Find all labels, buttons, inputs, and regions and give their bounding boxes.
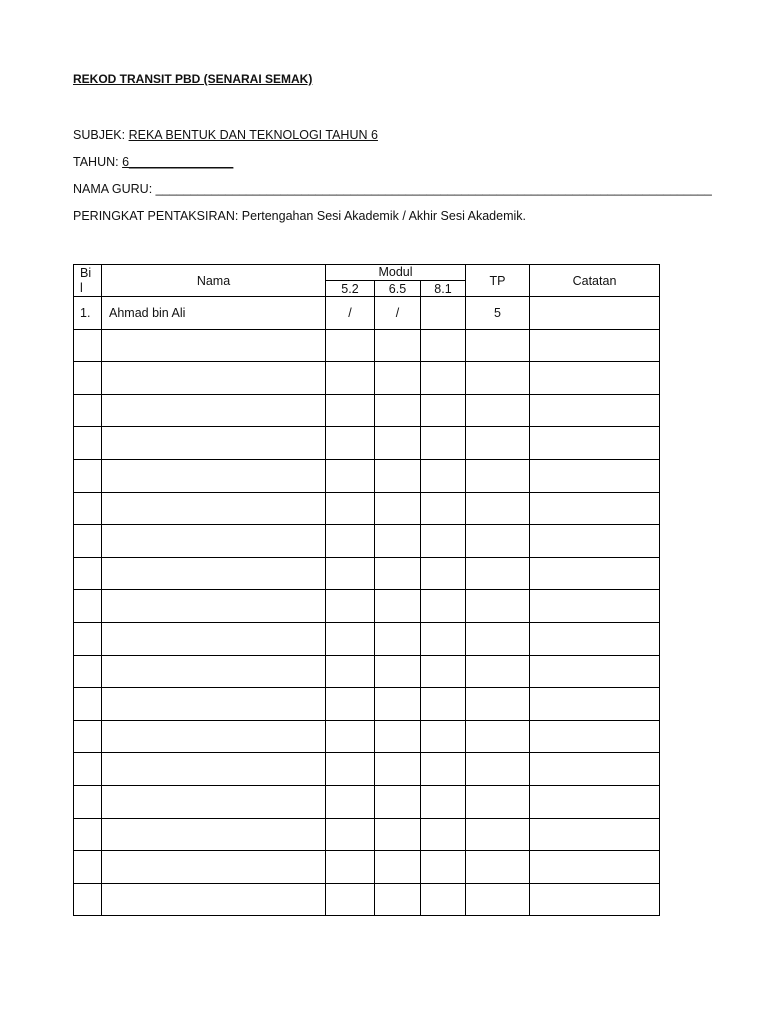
cell-catatan xyxy=(530,851,660,884)
cell-m81 xyxy=(421,459,466,492)
cell-m52 xyxy=(326,851,375,884)
cell-catatan xyxy=(530,785,660,818)
cell-tp xyxy=(466,590,530,623)
tahun-blank: _______________ xyxy=(129,155,234,169)
cell-catatan xyxy=(530,492,660,525)
cell-m81 xyxy=(421,851,466,884)
cell-catatan xyxy=(530,655,660,688)
cell-bil: 1. xyxy=(74,297,102,330)
table-row xyxy=(74,622,660,655)
cell-catatan xyxy=(530,362,660,395)
column-header-modul-8-1: 8.1 xyxy=(421,281,466,297)
cell-m65 xyxy=(375,622,421,655)
cell-bil xyxy=(74,720,102,753)
table-row xyxy=(74,297,660,330)
cell-m65: / xyxy=(375,297,421,330)
column-header-modul: Modul xyxy=(326,265,466,281)
cell-nama xyxy=(102,459,326,492)
cell-nama xyxy=(102,688,326,721)
cell-nama xyxy=(102,590,326,623)
rekod-table xyxy=(73,264,660,916)
table-row xyxy=(74,459,660,492)
cell-tp xyxy=(466,851,530,884)
table-row xyxy=(74,394,660,427)
cell-m65 xyxy=(375,785,421,818)
table-row xyxy=(74,851,660,884)
cell-tp: 5 xyxy=(466,297,530,330)
table-row xyxy=(74,753,660,786)
cell-m52 xyxy=(326,459,375,492)
cell-m65 xyxy=(375,753,421,786)
cell-nama xyxy=(102,785,326,818)
cell-m52 xyxy=(326,427,375,460)
cell-m81 xyxy=(421,785,466,818)
cell-bil xyxy=(74,525,102,558)
guru-line xyxy=(73,182,712,196)
column-header-catatan: Catatan xyxy=(530,265,660,297)
cell-catatan xyxy=(530,394,660,427)
cell-nama xyxy=(102,753,326,786)
cell-m65 xyxy=(375,851,421,884)
cell-nama xyxy=(102,557,326,590)
cell-m65 xyxy=(375,329,421,362)
cell-m65 xyxy=(375,818,421,851)
cell-m65 xyxy=(375,688,421,721)
cell-m81 xyxy=(421,394,466,427)
cell-m52 xyxy=(326,590,375,623)
cell-m81 xyxy=(421,362,466,395)
table-row xyxy=(74,785,660,818)
cell-bil xyxy=(74,329,102,362)
cell-catatan xyxy=(530,622,660,655)
cell-nama xyxy=(102,525,326,558)
cell-nama xyxy=(102,818,326,851)
cell-m65 xyxy=(375,525,421,558)
cell-m52: / xyxy=(326,297,375,330)
tahun-line xyxy=(73,155,233,169)
cell-m52 xyxy=(326,394,375,427)
cell-m52 xyxy=(326,688,375,721)
table-row xyxy=(74,883,660,916)
cell-m65 xyxy=(375,655,421,688)
document-title: REKOD TRANSIT PBD (SENARAI SEMAK) xyxy=(73,72,313,86)
column-header-tp: TP xyxy=(466,265,530,297)
cell-nama xyxy=(102,655,326,688)
cell-catatan xyxy=(530,688,660,721)
cell-nama xyxy=(102,883,326,916)
cell-m81 xyxy=(421,720,466,753)
cell-m81 xyxy=(421,753,466,786)
table-row xyxy=(74,525,660,558)
cell-nama xyxy=(102,492,326,525)
cell-bil xyxy=(74,818,102,851)
cell-bil xyxy=(74,785,102,818)
table-row xyxy=(74,557,660,590)
table-row xyxy=(74,492,660,525)
cell-m81 xyxy=(421,427,466,460)
cell-nama xyxy=(102,851,326,884)
cell-catatan xyxy=(530,525,660,558)
cell-m52 xyxy=(326,753,375,786)
column-header-bil: Bi l xyxy=(74,265,102,297)
cell-nama xyxy=(102,427,326,460)
guru-label: NAMA GURU: xyxy=(73,182,156,196)
guru-blank: ________________________________________________________________________________ xyxy=(155,182,712,196)
cell-catatan xyxy=(530,427,660,460)
cell-nama: Ahmad bin Ali xyxy=(102,297,326,330)
cell-tp xyxy=(466,394,530,427)
cell-bil xyxy=(74,655,102,688)
table-row xyxy=(74,655,660,688)
tahun-label: TAHUN: xyxy=(73,155,123,169)
cell-m81 xyxy=(421,622,466,655)
cell-tp xyxy=(466,720,530,753)
cell-nama xyxy=(102,394,326,427)
cell-tp xyxy=(466,525,530,558)
cell-catatan xyxy=(530,459,660,492)
peringkat-label: PERINGKAT PENTAKSIRAN: xyxy=(73,209,239,223)
cell-m52 xyxy=(326,785,375,818)
cell-bil xyxy=(74,851,102,884)
cell-tp xyxy=(466,492,530,525)
cell-catatan xyxy=(530,720,660,753)
cell-m81 xyxy=(421,557,466,590)
cell-m81 xyxy=(421,655,466,688)
cell-tp xyxy=(466,557,530,590)
cell-tp xyxy=(466,688,530,721)
table-row xyxy=(74,688,660,721)
cell-m65 xyxy=(375,427,421,460)
table-row xyxy=(74,362,660,395)
cell-catatan xyxy=(530,590,660,623)
cell-bil xyxy=(74,753,102,786)
cell-nama xyxy=(102,329,326,362)
cell-tp xyxy=(466,818,530,851)
cell-m81 xyxy=(421,883,466,916)
cell-m65 xyxy=(375,362,421,395)
cell-m52 xyxy=(326,655,375,688)
cell-tp xyxy=(466,655,530,688)
table-row xyxy=(74,329,660,362)
cell-m52 xyxy=(326,557,375,590)
cell-m52 xyxy=(326,818,375,851)
cell-tp xyxy=(466,883,530,916)
cell-catatan xyxy=(530,557,660,590)
subjek-value: REKA BENTUK DAN TEKNOLOGI TAHUN 6 xyxy=(128,128,378,142)
cell-m65 xyxy=(375,557,421,590)
cell-m65 xyxy=(375,492,421,525)
cell-m52 xyxy=(326,622,375,655)
cell-catatan xyxy=(530,297,660,330)
column-header-modul-6-5: 6.5 xyxy=(375,281,421,297)
peringkat-line xyxy=(73,209,526,223)
cell-nama xyxy=(102,622,326,655)
cell-tp xyxy=(466,622,530,655)
cell-tp xyxy=(466,329,530,362)
cell-m81 xyxy=(421,818,466,851)
cell-m52 xyxy=(326,720,375,753)
cell-tp xyxy=(466,427,530,460)
cell-m52 xyxy=(326,362,375,395)
table-row xyxy=(74,590,660,623)
cell-bil xyxy=(74,427,102,460)
cell-bil xyxy=(74,688,102,721)
cell-catatan xyxy=(530,883,660,916)
cell-m81 xyxy=(421,525,466,558)
cell-bil xyxy=(74,557,102,590)
cell-m52 xyxy=(326,329,375,362)
cell-m81 xyxy=(421,688,466,721)
subjek-line xyxy=(73,128,378,142)
table-row xyxy=(74,818,660,851)
cell-tp xyxy=(466,785,530,818)
cell-m65 xyxy=(375,459,421,492)
cell-bil xyxy=(74,362,102,395)
cell-m81 xyxy=(421,590,466,623)
column-header-modul-5-2: 5.2 xyxy=(326,281,375,297)
column-header-nama: Nama xyxy=(102,265,326,297)
cell-bil xyxy=(74,622,102,655)
cell-bil xyxy=(74,492,102,525)
cell-tp xyxy=(466,459,530,492)
cell-m81 xyxy=(421,297,466,330)
cell-nama xyxy=(102,362,326,395)
cell-m65 xyxy=(375,720,421,753)
cell-bil xyxy=(74,883,102,916)
cell-m65 xyxy=(375,590,421,623)
tahun-value: 6 xyxy=(122,155,130,169)
cell-m52 xyxy=(326,883,375,916)
cell-bil xyxy=(74,590,102,623)
cell-catatan xyxy=(530,818,660,851)
cell-m65 xyxy=(375,394,421,427)
subjek-label: SUBJEK: xyxy=(73,128,129,142)
cell-bil xyxy=(74,459,102,492)
cell-bil xyxy=(74,394,102,427)
cell-m65 xyxy=(375,883,421,916)
peringkat-value: Pertengahan Sesi Akademik / Akhir Sesi Akademik. xyxy=(238,209,526,223)
cell-m52 xyxy=(326,492,375,525)
cell-nama xyxy=(102,720,326,753)
table-row xyxy=(74,427,660,460)
table-row xyxy=(74,720,660,753)
cell-tp xyxy=(466,753,530,786)
cell-m81 xyxy=(421,492,466,525)
cell-m52 xyxy=(326,525,375,558)
cell-m81 xyxy=(421,329,466,362)
cell-catatan xyxy=(530,329,660,362)
cell-tp xyxy=(466,362,530,395)
cell-catatan xyxy=(530,753,660,786)
